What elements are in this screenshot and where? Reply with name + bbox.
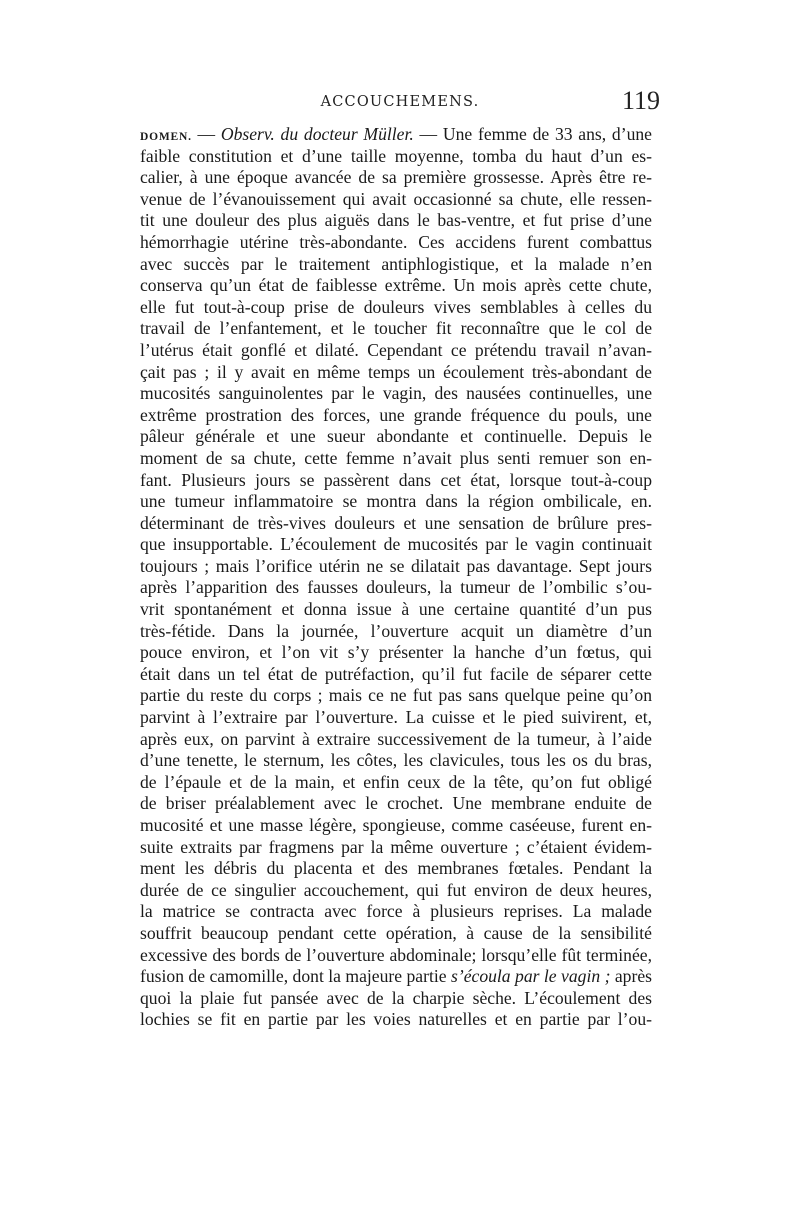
text-line: moment de sa chute, cette femme n’avait plus senti remuer son en-: [140, 447, 652, 468]
text-line: après l’apparition des fausses douleurs, la tumeur de l’ombilic s’ou-: [140, 577, 652, 598]
lead-word: DOMEN.: [140, 131, 192, 143]
text-line: la matrice se contracta avec force à plusieurs reprises. La malade: [140, 901, 652, 922]
text-line: avec succès par le traitement antiphlogistique, et la malade n’en: [140, 253, 652, 274]
text-line: fant. Plusieurs jours se passèrent dans cet état, lorsque tout-à-coup: [140, 469, 652, 490]
text-line: ment les débris du placenta et des membranes fœtales. Pendant la: [140, 858, 652, 879]
text-line: parvint à l’extraire par l’ouverture. La cuisse et le pied suivirent, et,: [140, 707, 652, 728]
lead-dash: —: [191, 124, 221, 144]
text-line: souffrit beaucoup pendant cette opération, à cause de la sensibilité: [140, 922, 652, 943]
observation-title: Observ. du docteur Müller.: [220, 124, 414, 144]
text-line: de briser préalablement avec le crochet. Une membrane enduite de: [140, 793, 652, 814]
text-line: vrit spontanément et donna issue à une certaine quantité d’un pus: [140, 599, 652, 620]
text-line: d’une tenette, le sternum, les côtes, les clavicules, tous les os du bras,: [140, 750, 652, 771]
text-line-first-rest: — Une femme de 33 ans, d’une: [413, 124, 652, 144]
page-number: 119: [621, 86, 660, 115]
text-line: pâleur générale et une sueur abondante et continuelle. Depuis le: [140, 426, 652, 447]
text-line: mucosités sanguinolentes par le vagin, des nausées continuelles, une: [140, 383, 652, 404]
text-line: çait pas ; il y avait en même temps un écoulement très-abondant de: [140, 361, 652, 382]
text-line: durée de ce singulier accouchement, qui fut environ de deux heures,: [140, 879, 652, 900]
text-line-camomille: [140, 966, 652, 988]
text-line: suite extraits par fragmens par la même ouverture ; c’étaient évidem-: [140, 836, 652, 857]
text-line: déterminant de très-vives douleurs et une sensation de brûlure pres-: [140, 512, 652, 533]
text-line: que insupportable. L’écoulement de mucosités par le vagin continuait: [140, 534, 652, 555]
text-line: venue de l’évanouissement qui avait occasionné sa chute, elle ressen-: [140, 188, 652, 209]
running-title: ACCOUCHEMENS.: [320, 94, 480, 110]
text-line: excessive des bords de l’ouverture abdominale; lorsqu’elle fût terminée,: [140, 944, 652, 965]
text-line: elle fut tout-à-coup prise de douleurs vives semblables à celles du: [140, 296, 652, 317]
text-line-first: [140, 124, 652, 146]
body-paragraph: [140, 124, 652, 1031]
text-line: calier, à une époque avancée de sa première grossesse. Après être re-: [140, 167, 652, 188]
text-line: très-fétide. Dans la journée, l’ouverture acquit un diamètre d’un: [140, 620, 652, 641]
text-line-camomille-after: après: [610, 966, 652, 987]
running-head: [140, 88, 660, 118]
text-line: l’utérus était gonflé et dilaté. Cependant ce prétendu travail n’avan-: [140, 339, 652, 360]
text-line-camomille-before: fusion de camomille, dont la majeure partie: [140, 966, 451, 987]
text-line-camomille-italic: s’écoula par le vagin ;: [451, 966, 611, 987]
text-line: quoi la plaie fut pansée avec de la charpie sèche. L’écoulement des: [140, 987, 652, 1008]
text-line: après eux, on parvint à extraire successivement de la tumeur, à l’aide: [140, 728, 652, 749]
text-line: de l’épaule et de la main, et enfin ceux de la tête, qu’on fut obligé: [140, 771, 652, 792]
text-line: mucosité et une masse légère, spongieuse, comme caséeuse, furent en-: [140, 815, 652, 835]
text-line: une tumeur inflammatoire se montra dans la région ombilicale, en.: [140, 491, 652, 512]
text-line: extrême prostration des forces, une grande fréquence du pouls, une: [140, 404, 652, 425]
text-line: travail de l’enfantement, et le toucher fit reconnaître que le col de: [140, 318, 652, 339]
text-line: conserva qu’un état de faiblesse extrême. Un mois après cette chute,: [140, 275, 652, 296]
text-line: hémorrhagie utérine très-abondante. Ces accidens furent combattus: [140, 231, 652, 252]
text-line: tit une douleur des plus aiguës dans le bas-ventre, et fut prise d’une: [140, 210, 652, 231]
text-line: toujours ; mais l’orifice utérin ne se dilatait pas davantage. Sept jours: [140, 555, 652, 576]
text-line: faible constitution et d’une taille moyenne, tomba du haut d’un es-: [140, 145, 652, 166]
text-line-last: lochies se fit en partie par les voies naturelles et en partie par l’ou-: [140, 1009, 652, 1030]
text-line: pouce environ, et l’on vit s’y présenter la hanche d’un fœtus, qui: [140, 642, 652, 663]
text-line: partie du reste du corps ; mais ce ne fut pas sans quelque peine qu’on: [140, 685, 652, 706]
text-line: était dans un tel état de putréfaction, qu’il fut facile de séparer cette: [140, 663, 652, 684]
